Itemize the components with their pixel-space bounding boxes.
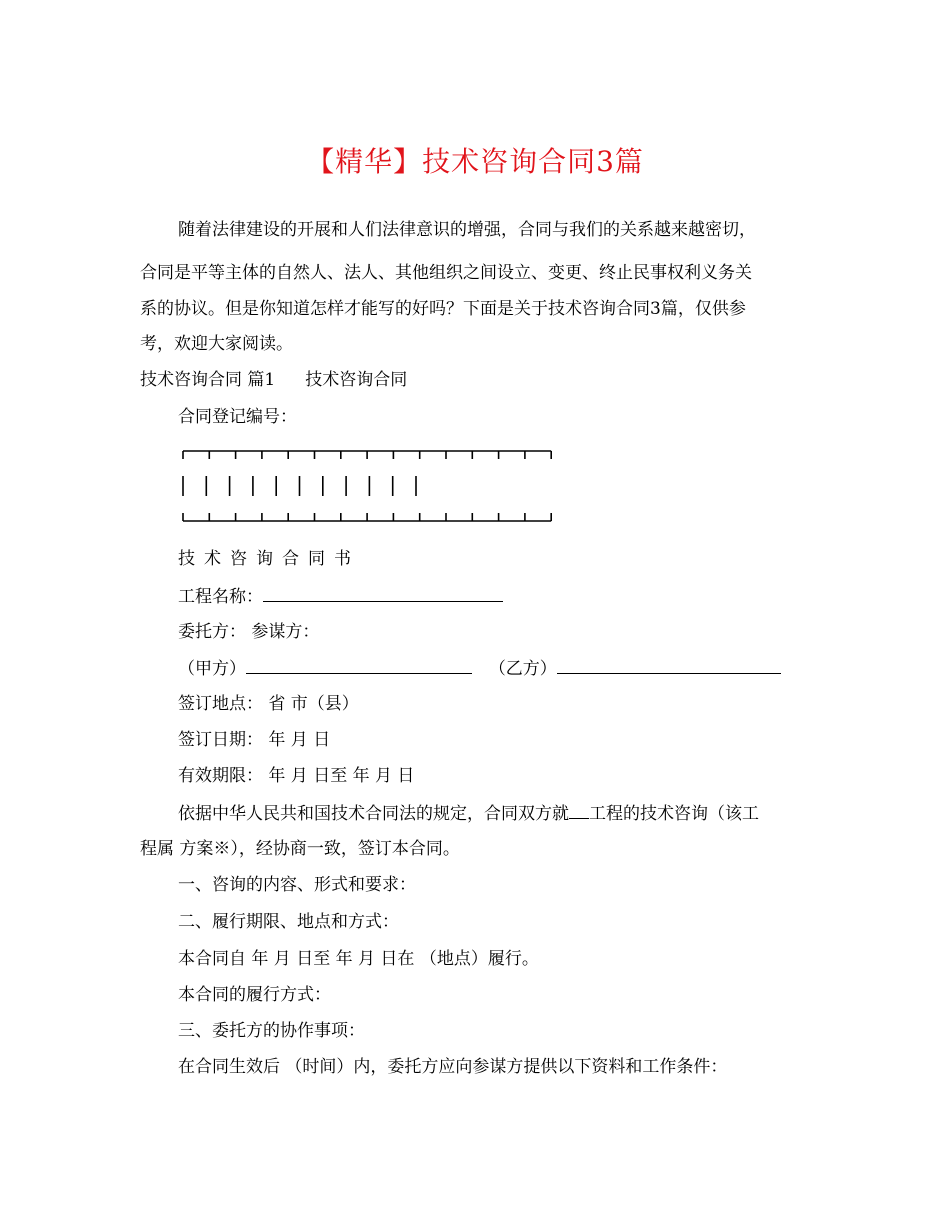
party-a-blank [246, 657, 472, 674]
parties-line: 委托方： 参谋方： [178, 622, 320, 642]
book-title-char: 技 [178, 549, 195, 569]
sign-place: 签订地点： 省 市（县） [178, 694, 359, 714]
basis-line-2: 程属 方案※），经协商一致，签订本合同。 [140, 839, 460, 859]
party-a-label: （甲方） [178, 659, 246, 679]
party-b-blank [557, 657, 781, 674]
item-2-text: 本合同自 年 月 日至 年 月 日在 （地点）履行。 [178, 949, 539, 969]
section-heading-part: 技术咨询合同 篇1 [140, 370, 276, 390]
book-title-char: 术 [204, 549, 221, 569]
project-name-label: 工程名称： [178, 587, 263, 607]
registration-label: 合同登记编号： [178, 407, 297, 427]
party-b-label: （乙方） [488, 659, 557, 679]
basis-blank [569, 802, 589, 819]
basis-line-1 [178, 802, 759, 825]
item-2-method: 本合同的履行方式： [178, 985, 331, 1005]
project-name-row [178, 585, 503, 608]
intro-line-2: 合同是平等主体的自然人、法人、其他组织之间设立、变更、终止民事权利义务关 [140, 263, 752, 283]
project-name-blank [263, 585, 503, 602]
intro-line-3: 系的协议。但是你知道怎样才能写的好吗？下面是关于技术咨询合同3篇，仅供参 [140, 299, 746, 319]
item-1-heading: 一、咨询的内容、形式和要求： [178, 875, 416, 895]
item-3-text: 在合同生效后 （时间）内，委托方应向参谋方提供以下资料和工作条件： [178, 1057, 728, 1077]
sign-date: 签订日期： 年 月 日 [178, 730, 331, 750]
registration-number-grid [175, 443, 560, 528]
book-title-char: 咨 [230, 549, 247, 569]
document-title: 【精华】技术咨询合同3篇 [306, 145, 644, 178]
book-title-char: 书 [334, 549, 351, 569]
basis-line-1-b: 工程的技术咨询（该工 [589, 804, 759, 824]
item-2-heading: 二、履行期限、地点和方式： [178, 912, 399, 932]
book-title-char: 合 [282, 549, 299, 569]
party-signature-row [178, 657, 781, 680]
section-heading [140, 369, 407, 391]
intro-line-4: 考，欢迎大家阅读。 [140, 334, 293, 354]
intro-line-1: 随着法律建设的开展和人们法律意识的增强，合同与我们的关系越来越密切， [178, 220, 756, 240]
basis-line-1-a: 依据中华人民共和国技术合同法的规定，合同双方就 [178, 804, 569, 824]
book-title-char: 同 [308, 549, 325, 569]
book-title-char: 询 [256, 549, 273, 569]
section-heading-name: 技术咨询合同 [305, 370, 408, 390]
contract-book-title [178, 548, 360, 570]
valid-period: 有效期限： 年 月 日至 年 月 日 [178, 766, 415, 786]
item-3-heading: 三、委托方的协作事项： [178, 1021, 365, 1041]
